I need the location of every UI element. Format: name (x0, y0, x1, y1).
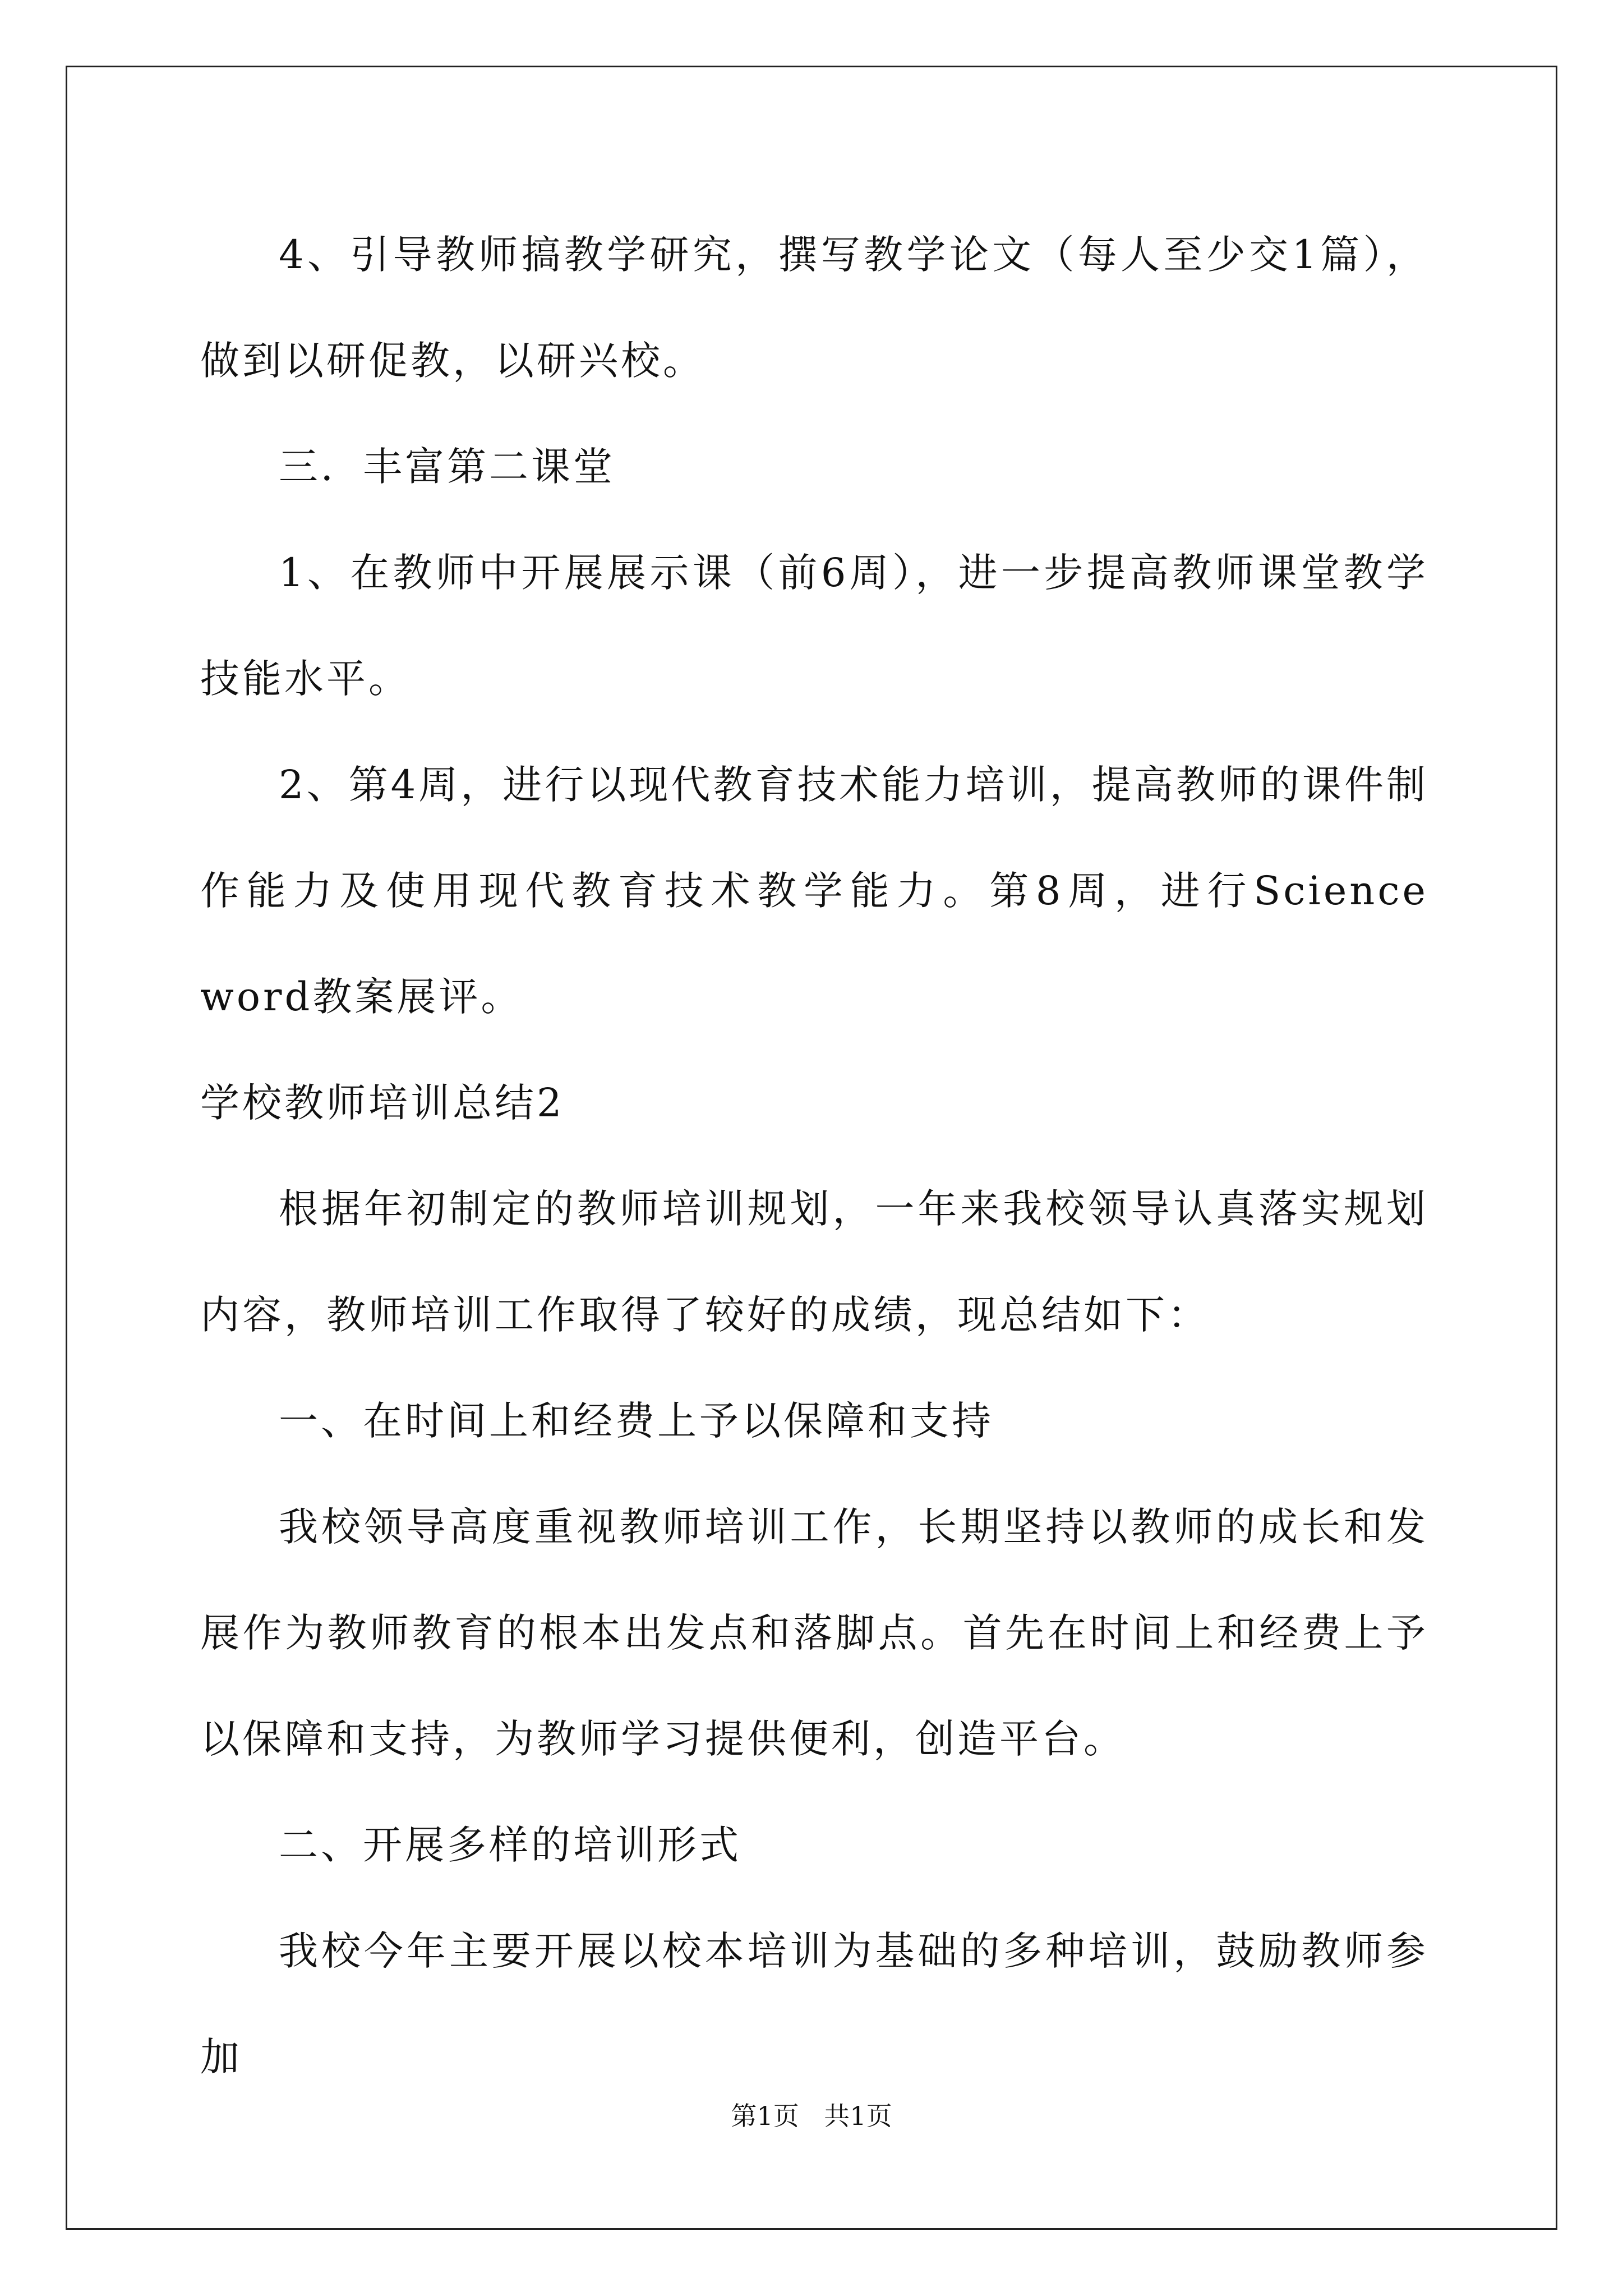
heading-section-1: 一、在时间上和经费上予以保障和支持 (279, 1398, 994, 1444)
heading-section-3: 三．丰富第二课堂 (279, 444, 615, 490)
paragraph-intro: 根据年初制定的教师培训规划，一年来我校领导认真落实规划内容，教师培训工作取得了较好的成绩，现总结如下： (200, 1186, 1428, 1338)
paragraph-demo-class-item-1: 1、在教师中开展展示课（前6周），进一步提高教师课堂教学技能水平。 (200, 550, 1428, 702)
paragraph-tech-training-item-2: 2、第4周，进行以现代教育技术能力培训，提高教师的课件制作能力及使用现代教育技术教学能力。第8周，进行Science word教案展评。 (200, 762, 1428, 1020)
paragraph-section-1-body: 我校领导高度重视教师培训工作，长期坚持以教师的成长和发展作为教师教育的根本出发点和落脚点。首先在时间上和经费上予以保障和支持，为教师学习提供便利，创造平台。 (200, 1504, 1428, 1762)
page-number-footer: 第1页 共1页 (731, 2101, 892, 2131)
paragraph-section-2-body: 我校今年主要开展以校本培训为基础的多种培训，鼓励教师参加 (200, 1928, 1428, 2080)
document-body (200, 202, 1428, 2110)
heading-section-2: 二、开展多样的培训形式 (279, 1822, 741, 1868)
document-title-summary-2: 学校教师培训总结2 (200, 1080, 565, 1126)
paragraph-research-item-4: 4、引导教师搞教学研究，撰写教学论文（每人至少交1篇），做到以研促教，以研兴校。 (200, 232, 1428, 384)
